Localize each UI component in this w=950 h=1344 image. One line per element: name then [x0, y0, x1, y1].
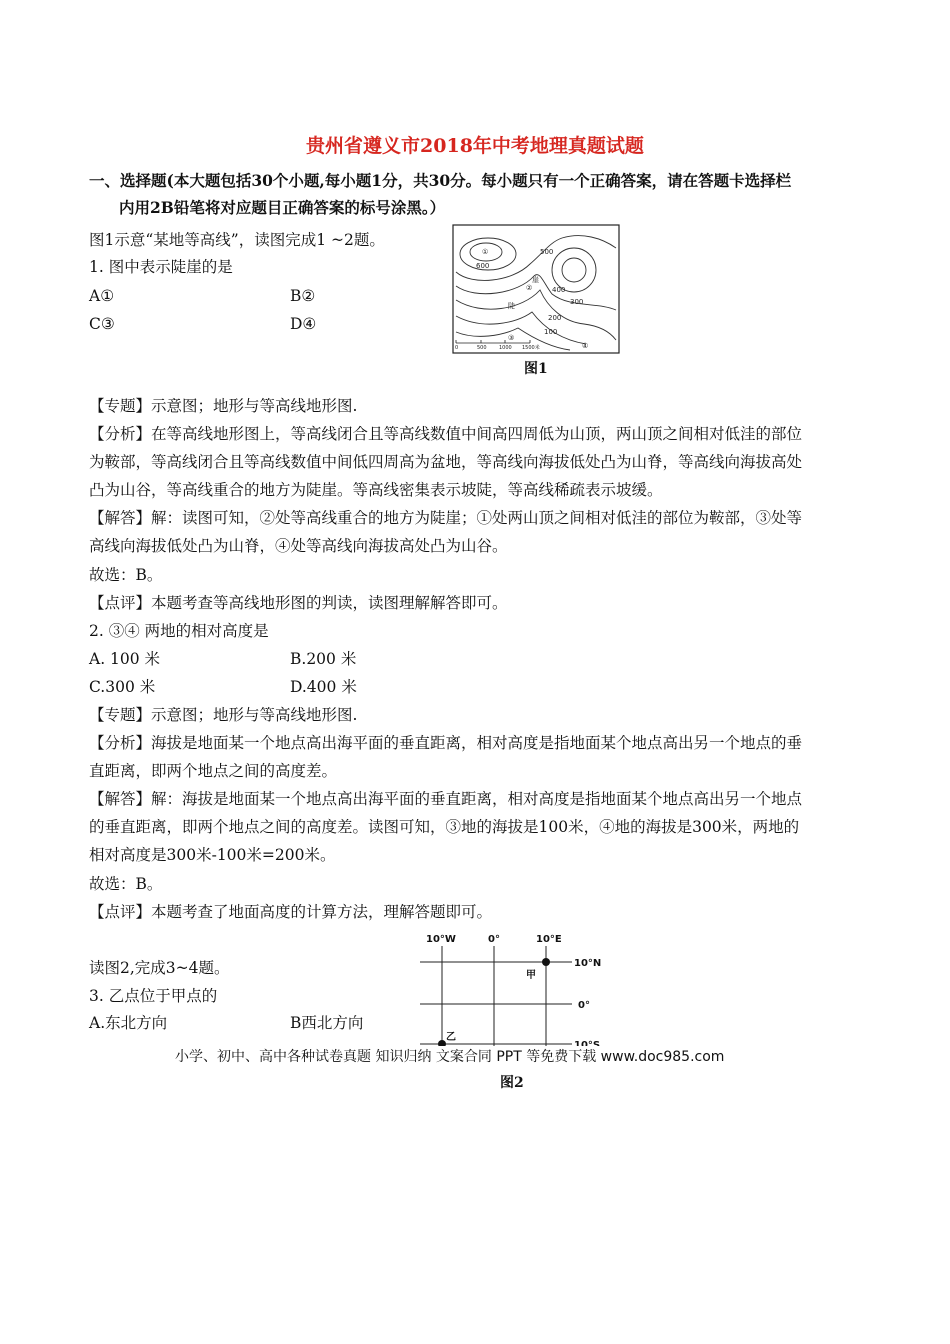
q2-option-b: B.200 米	[290, 650, 357, 668]
fig2-point-jia-label: 甲	[526, 970, 536, 981]
q1-fenxi-1: 【分析】在等高线地形图上，等高线闭合且等高线数值中间高四周低为山顶，两山顶之间相对低洼的部位	[89, 425, 803, 443]
fig1-scale-1500: 1500米	[522, 345, 540, 351]
q2-stem: 2. ③④ 两地的相对高度是	[89, 622, 269, 640]
q1-jieda-2: 高线向海拔低处凸为山脊，④处等高线向海拔高处凸为山谷。	[89, 537, 508, 555]
fig1-scale-500: 500	[477, 345, 487, 351]
q2-jieda-2: 的垂直距离，即两个地点之间的高度差。读图可知，③地的海拔是100米，④地的海拔是300米，两地的	[89, 818, 800, 836]
q1-zhuanti: 【专题】示意图；地形与等高线地形图.	[89, 397, 358, 415]
q2-jieda-3: 相对高度是300米-100米=200米。	[89, 846, 336, 864]
fig1-label-4: ④	[582, 342, 589, 350]
fig1-label-300: 300	[570, 298, 584, 306]
q3-option-a: A.东北方向	[89, 1014, 168, 1032]
q1-answer: 故选：B。	[89, 566, 163, 584]
q2-fenxi-2: 直距离，即两个地点之间的高度差。	[89, 762, 338, 780]
q1-stem: 1. 图中表示陡崖的是	[89, 258, 233, 276]
q1-dianping: 【点评】本题考查等高线地形图的判读，读图理解解答即可。	[89, 594, 508, 612]
q2-dianping: 【点评】本题考查了地面高度的计算方法，理解答题即可。	[89, 903, 493, 921]
figure-2-latlong-grid	[420, 926, 620, 1056]
fig1-label-1: ①	[482, 248, 489, 256]
q1-option-b: B②	[290, 287, 316, 305]
footer-ad: 小学、初中、高中各种试卷真题 知识归纳 文案合同 PPT 等免费下载 www.doc985.com	[175, 1046, 724, 1066]
q1-fenxi-2: 为鞍部，等高线闭合且等高线数值中间低四周高为盆地，等高线向海拔低处凸为山脊，等高线向海拔高处	[89, 453, 803, 471]
figure-1-contour-map	[452, 224, 620, 354]
q1-option-a: A①	[89, 287, 115, 305]
q2-option-a: A. 100 米	[89, 650, 161, 668]
q2-option-c: C.300 米	[89, 678, 156, 696]
fig2-point-yi-label: 乙	[446, 1032, 456, 1043]
section-heading-line2: 内用2B铅笔将对应题目正确答案的标号涂黑。）	[119, 198, 446, 217]
q2-jieda-1: 【解答】解：海拔是地面某一个地点高出海平面的垂直距离，相对高度是指地面某个地点高出另一个地点	[89, 790, 803, 808]
figure-1-caption: 图1	[524, 361, 548, 377]
fig2-lat-10n: 10°N	[574, 958, 602, 969]
fig2-lon-10e: 10°E	[536, 934, 562, 945]
fig1-label-2: ②	[526, 284, 533, 292]
section-heading-line1: 一、选择题(本大题包括30个小题,每小题1分，共30分。每小题只有一个正确答案，请在答题卡选择栏	[89, 171, 792, 190]
q1-jieda-1: 【解答】解：读图可知，②处等高线重合的地方为陡崖；①处两山顶之间相对低洼的部位为鞍部，③处等	[89, 509, 803, 527]
fig1-label-100: 100	[544, 328, 558, 336]
q2-zhuanti: 【专题】示意图；地形与等高线地形图.	[89, 706, 358, 724]
fig1-label-3: ③	[508, 334, 515, 342]
intro-fig1: 图1示意“某地等高线”，读图完成1 ~2题。	[89, 231, 385, 249]
q1-option-d: D④	[290, 315, 317, 333]
q1-option-c: C③	[89, 315, 115, 333]
fig1-label-dou: 陡	[508, 302, 515, 310]
q2-option-d: D.400 米	[290, 678, 357, 696]
fig2-lat-0: 0°	[578, 1000, 590, 1011]
fig1-scale-1000: 1000	[499, 345, 512, 351]
intro-fig2: 读图2,完成3~4题。	[89, 959, 230, 977]
q1-fenxi-3: 凸为山谷，等高线重合的地方为陡崖。等高线密集表示坡陡，等高线稀疏表示坡缓。	[89, 481, 663, 499]
q3-option-b: B西北方向	[290, 1014, 364, 1032]
fig1-label-500: 500	[540, 248, 554, 256]
fig1-label-200: 200	[548, 314, 562, 322]
fig2-lon-10w: 10°W	[426, 934, 456, 945]
fig1-label-600: 600	[476, 262, 490, 270]
q2-answer: 故选：B。	[89, 875, 163, 893]
q3-stem: 3. 乙点位于甲点的	[89, 987, 218, 1005]
fig2-lon-0: 0°	[488, 934, 500, 945]
q2-fenxi-1: 【分析】海拔是地面某一个地点高出海平面的垂直距离，相对高度是指地面某个地点高出另一个地点的垂	[89, 734, 803, 752]
fig2-point-jia	[542, 958, 550, 966]
fig1-label-400: 400	[552, 286, 566, 294]
page-title: 贵州省遵义市2018年中考地理真题试题	[306, 135, 644, 157]
fig1-scale-0: 0	[455, 345, 459, 351]
fig1-label-ya: 崖	[532, 276, 539, 284]
figure-2-caption: 图2	[500, 1075, 524, 1091]
